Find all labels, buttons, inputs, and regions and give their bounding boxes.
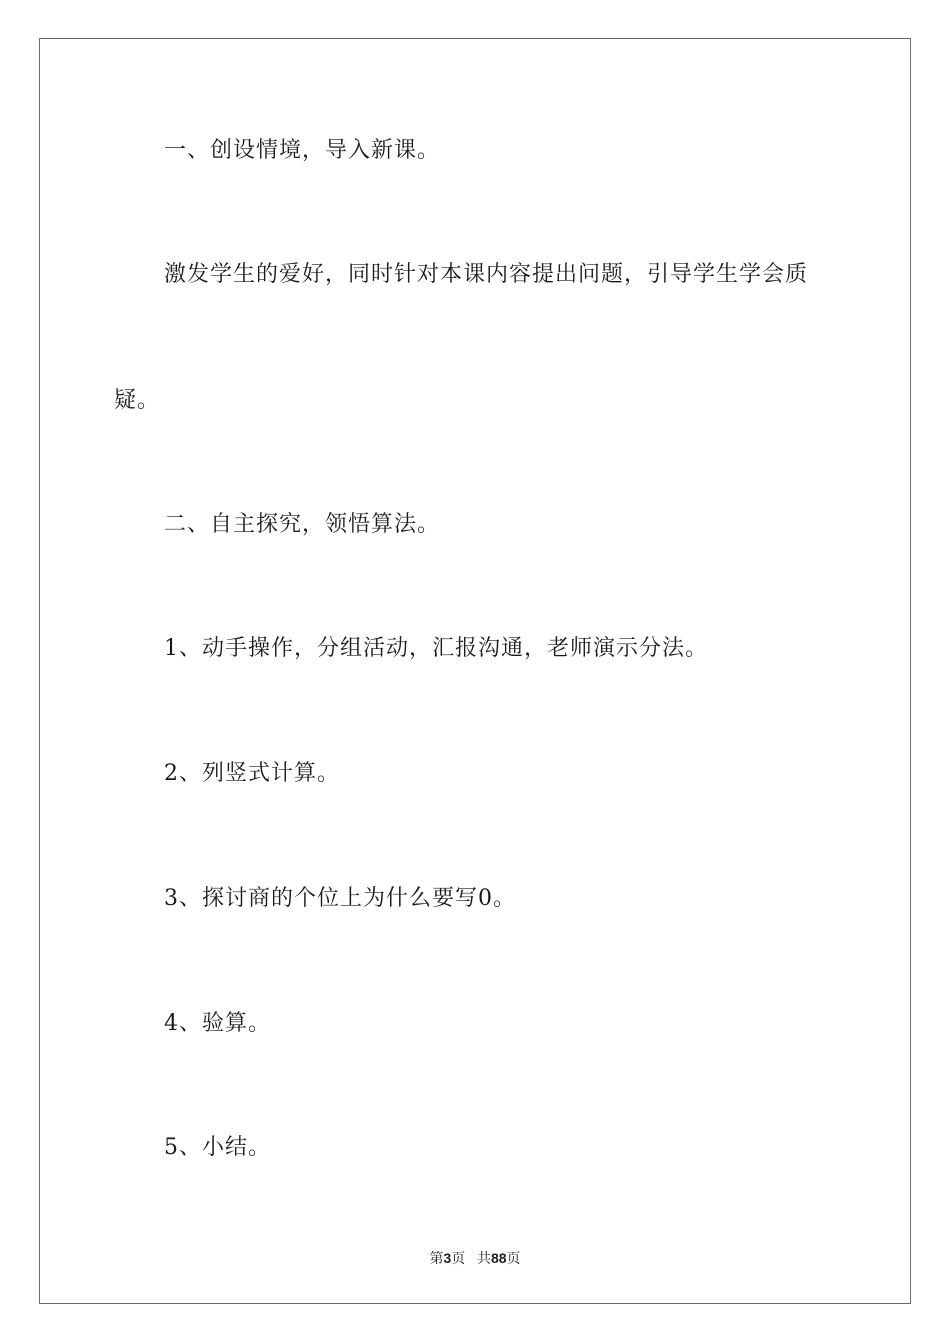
section-heading-2: 二、自主探究，领悟算法。 — [164, 512, 441, 537]
page-border — [39, 38, 911, 1304]
page-footer — [0, 1248, 950, 1268]
current-page-number: 3 — [443, 1250, 452, 1266]
total-page-count: 88 — [490, 1250, 507, 1266]
list-item: 2、列竖式计算。 — [164, 761, 340, 786]
list-item: 3、探讨商的个位上为什么要写0。 — [164, 886, 516, 911]
footer-page-suffix: 页 — [451, 1250, 466, 1266]
footer-prefix: 第 — [429, 1250, 444, 1266]
footer-total-prefix: 共 — [476, 1250, 491, 1266]
list-item: 5、小结。 — [164, 1135, 271, 1160]
paragraph-line: 激发学生的爱好，同时针对本课内容提出问题，引导学生学会质 — [164, 262, 809, 287]
list-item: 1、动手操作，分组活动，汇报沟通，老师演示分法。 — [164, 636, 708, 661]
section-heading-1: 一、创设情境，导入新课。 — [164, 138, 441, 163]
paragraph-line-continuation: 疑。 — [114, 388, 161, 413]
list-item: 4、验算。 — [164, 1011, 271, 1036]
footer-total-suffix: 页 — [506, 1250, 521, 1266]
